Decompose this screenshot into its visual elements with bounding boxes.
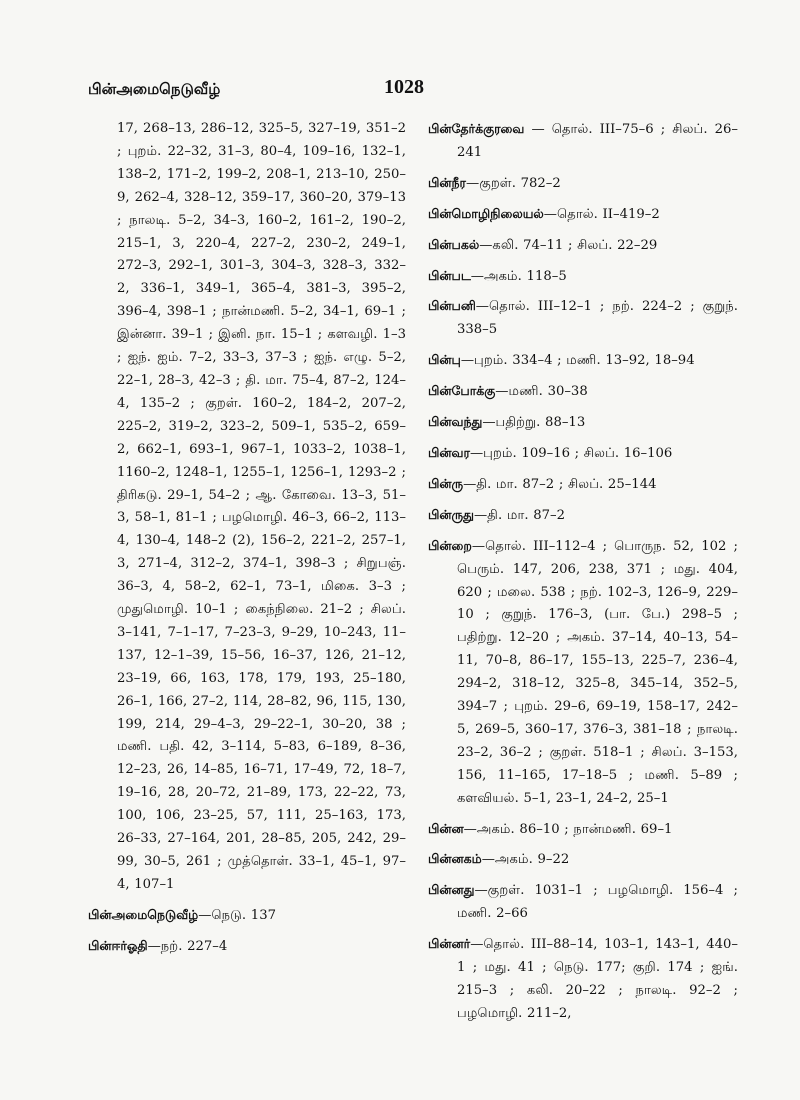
page-number: 1028 <box>384 76 424 98</box>
entry-headword: பின்னகம் <box>428 851 482 867</box>
left-column <box>88 118 406 966</box>
entry-text: —கலி. 74–11 ; சிலப். 22–29 <box>479 237 658 253</box>
entry-headword: பின்ஈர்ஓதி <box>88 937 148 953</box>
entry-text: —அகம். 86–10 ; நான்மணி. 69–1 <box>463 821 673 837</box>
entry <box>428 172 738 196</box>
entry-headword: பின்னது <box>428 882 475 898</box>
entry-headword: பின்ருது <box>428 506 474 522</box>
entry-text: —புறம். 334–4 ; மணி. 13–92, 18–94 <box>460 353 695 369</box>
entry-headword: பின்போக்கு <box>428 383 496 399</box>
entry <box>428 879 738 926</box>
entry-text: 17, 268–13, 286–12, 325–5, 327–19, 351–2 ; புறம். 22–32, 31–3, 80–4, 109–16, 132–1, 138–2, 171–2, 199–2, 208–1, 213–10, 250–9, 262–4, 328–12, 359–17, 360–20, 379–13 ; நாலடி. 5–2, 34–3, 160–2, 161–2, 190–2, 215–1, 3, 220–4, 227–2, 230–2, 249–1, 272–3, 292–1, 301–3, 304–3, 328–3, 332–2, 336–1, 349–1, 365–4, 381–3, 395–2, 396–4, 398–1 ; நான்மணி. 5–2, 34–1, 69–1 ; இன்னா. 39–1 ; இனி. நா. 15–1 ; களவழி. 1–3 ; ஐந். ஐம். 7–2, 33–3, 37–3 ; ஐந். எழு. 5–2, 22–1, 28–3, 42–3 ; தி. மா. 75–4, 87–2, 124–4, 135–2 ; குறள். 160–2, 184–2, 207–2, 225–2, 319–2, 323–2, 509–1, 535–2, 659–2, 662–1, 693–1, 967–1, 1033–2, 1038–1, 1160–2, 1248–1, 1255–1, 1256–1, 1293–2 ; திரிகடு. 29–1, 54–2 ; ஆ. கோவை. 13–3, 51–3, 58–1, 81–1 ; பழமொழி. 46–3, 66–2, 113–4, 130–4, 148–2 (2), 156–2, 221–2, 257–1, 3, 271–4, 312–2, 374–1, 398–3 ; சிறுபஞ். 36–3, 4, 58–2, 62–1, 73–1, மிகை. 3–3 ; முதுமொழி. 10–1 ; கைந்நிலை. 21–2 ; சிலப். 3–141, 7–1–17, 7–23–3, 9–29, 10–243, 11–137, 12–1–39, 15–56, 16–37, 126, 21–12, 23–19, 66, 163, 178, 179, 193, 25–180, 26–1, 166, 27–2, 114, 28–82, 96, 115, 130, 199, 214, 29–4–3, 29–22–1, 30–20, 38 ; மணி. பதி. 42, 3–114, 5–83, 6–189, 8–36, 12–23, 26, 14–85, 16–71, 17–49, 72, 18–7, 19–16, 28, 20–72, 21–89, 173, 22–22, 73, 100, 106, 23–25, 57, 111, 25–163, 173, 26–33, 27–164, 201, 28–85, 205, 242, 29–99, 30–5, 261 ; முத்தொள். 33–1, 45–1, 97–4, 107–1 <box>117 121 406 892</box>
entry-text: —மணி. 30–38 <box>495 384 588 400</box>
entry <box>428 818 738 842</box>
entry-text: —நற். 227–4 <box>147 938 228 954</box>
entry-text: —தொல். III–112–4 ; பொருந. 52, 102 ; பெரும். 147, 206, 238, 371 ; மது. 404, 620 ; மலை. 538 ; நற். 102–3, 126–9, 229–10 ; குறுந். 176–3, (பா. பே.) 298–5 ; பதிற்று. 12–20 ; அகம். 37–14, 40–13, 54–11, 70–8, 86–17, 155–13, 225–7, 236–4, 294–2, 318–12, 325–8, 345–14, 352–5, 394–7 ; புறம். 29–6, 69–19, 158–17, 242–5, 269–5, 360–17, 376–3, 381–18 ; நாலடி. 23–2, 36–2 ; குறள். 518–1 ; சிலப். 3–153, 156, 11–165, 17–18–5 ; மணி. 5–89 ; களவியல். 5–1, 23–1, 24–2, 25–1 <box>457 538 738 806</box>
entry-text: —தொல். III–12–1 ; நற். 224–2 ; குறுந். 338–5 <box>457 299 738 338</box>
entry-text: —தொல். II–419–2 <box>543 206 660 222</box>
entry <box>428 349 738 373</box>
entry-text: —அகம். 9–22 <box>481 852 570 868</box>
entry <box>428 203 738 227</box>
entry-text: —நெடு. 137 <box>198 907 276 923</box>
right-column <box>428 118 738 1033</box>
entry-headword: பின்ரு <box>428 475 464 491</box>
entry-headword: பின்வர <box>428 444 470 460</box>
entry-text: —குறள். 1031–1 ; பழமொழி. 156–4 ; மணி. 2–66 <box>457 883 738 922</box>
running-head: பின்அமைநெடுவீழ் <box>88 80 221 98</box>
entry-text: —தி. மா. 87–2 ; சிலப். 25–144 <box>463 476 657 492</box>
entry-headword: பின்தேர்க்குரவை <box>428 121 525 136</box>
entry-text: —அகம். 118–5 <box>470 268 567 284</box>
entry-text: — தொல். III–75–6 ; சிலப். 26–241 <box>457 122 738 160</box>
entry-text: —புறம். 109–16 ; சிலப். 16–106 <box>469 445 673 461</box>
entry-text: —பதிற்று. 88–13 <box>482 415 586 431</box>
entry-headword: பின்பு <box>428 352 461 368</box>
entry-headword: பின்பனி <box>428 298 476 314</box>
entry <box>88 904 406 928</box>
entry-text: —தி. மா. 87–2 <box>473 507 565 523</box>
entry-headword: பின்ன <box>428 820 464 836</box>
entry-headword: பின்அமைநெடுவீழ் <box>88 906 199 922</box>
entry <box>428 234 738 258</box>
entry-headword: பின்மொழிநிலையல் <box>428 205 544 221</box>
entry-headword: பின்னர் <box>428 936 471 952</box>
entry <box>428 442 738 466</box>
entry-text: —குறள். 782–2 <box>466 175 561 191</box>
entry <box>88 935 406 959</box>
page-header <box>88 78 728 108</box>
entry <box>428 504 738 528</box>
entry <box>428 118 738 165</box>
entry <box>428 295 738 342</box>
entry <box>428 411 738 435</box>
entry-continuation <box>88 118 406 897</box>
entry-headword: பின்பட <box>428 267 471 283</box>
entry-headword: பின்றை <box>428 537 472 553</box>
entry-headword: பின்பகல் <box>428 236 480 252</box>
entry <box>428 380 738 404</box>
entry-text: —தொல். III–88–14, 103–1, 143–1, 440–1 ; மது. 41 ; நெடு. 177; குறி. 174 ; ஐங். 215–3 ; கலி. 20–22 ; நாலடி. 92–2 ; பழமொழி. 211–2, <box>457 937 738 1021</box>
entry <box>428 535 738 811</box>
entry-headword: பின்வந்து <box>428 414 483 430</box>
entry <box>428 933 738 1026</box>
entry-headword: பின்நீர <box>428 174 466 190</box>
entry <box>428 848 738 872</box>
entry <box>428 265 738 289</box>
entry <box>428 473 738 497</box>
